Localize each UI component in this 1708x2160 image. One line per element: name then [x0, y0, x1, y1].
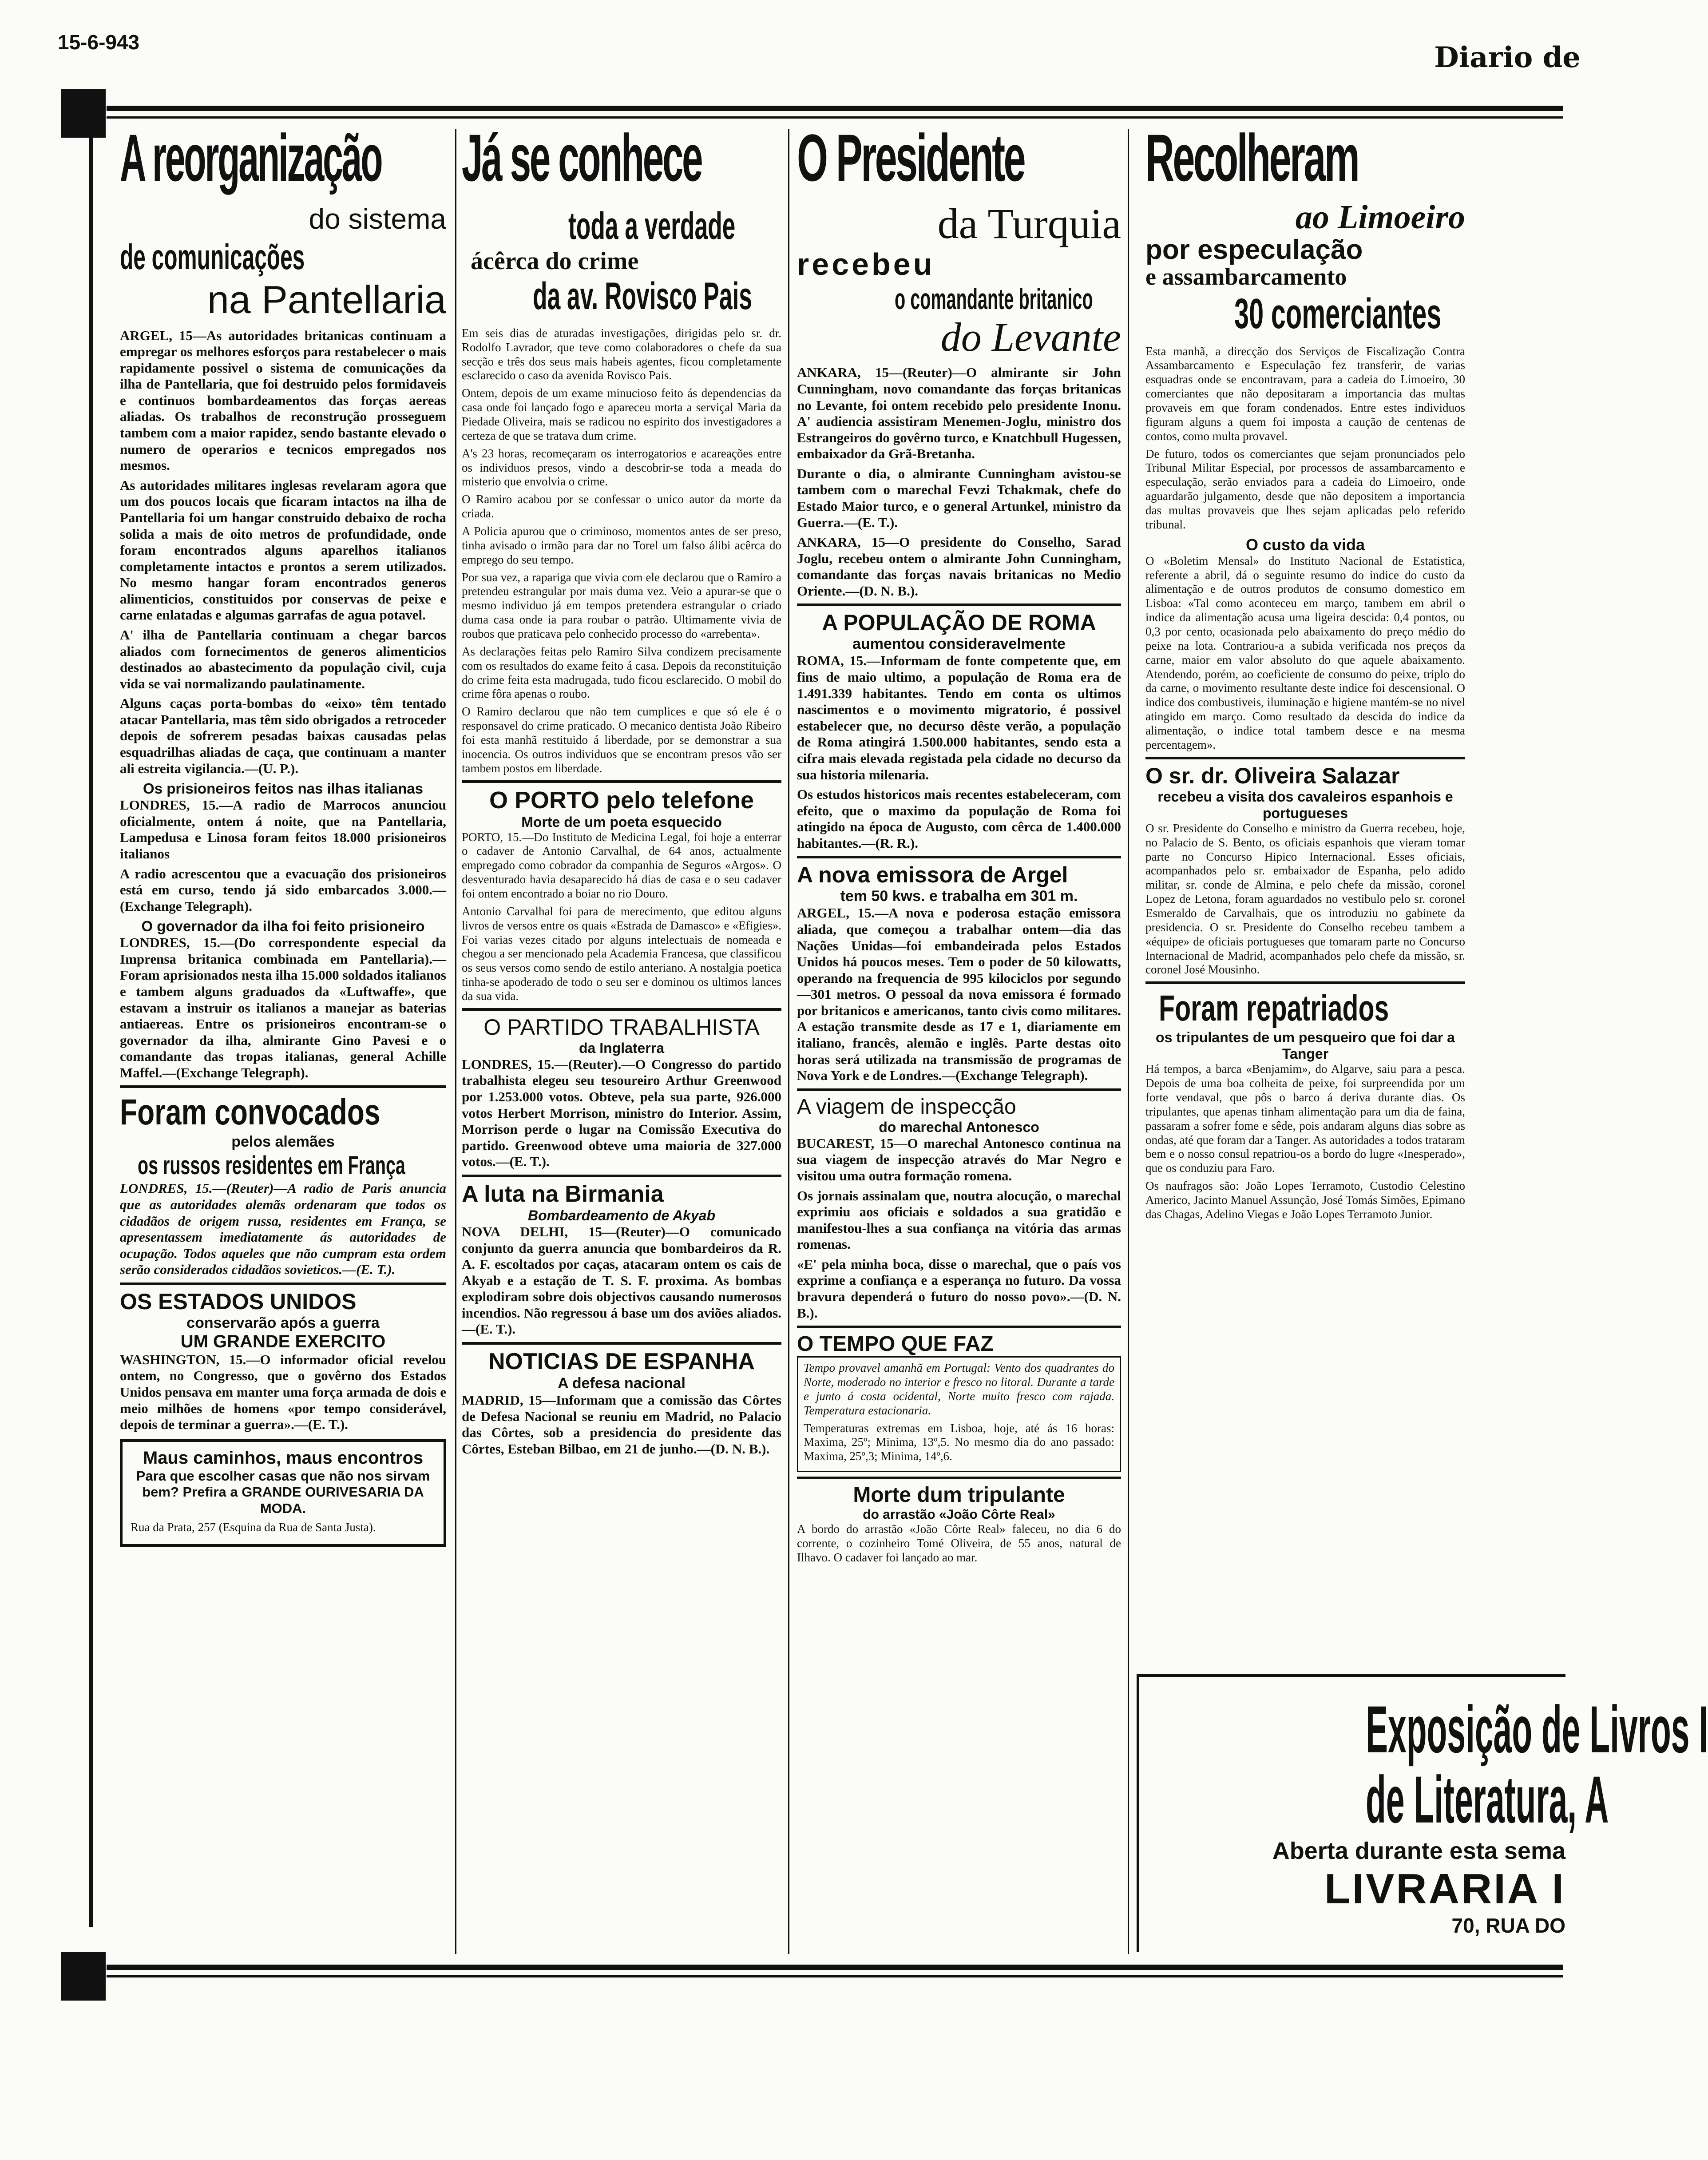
article-paragraph: WASHINGTON, 15.—O informador oficial revelou ontem, no Congresso, que o govêrno dos Estados Unidos pensava em manter uma força armada de dois e meio milhões de homens «por tempo considerável, depois de terminar a guerra».—(E. T.).: [120, 1351, 446, 1433]
article-paragraph: LONDRES, 15.—(Do correspondente especial da Imprensa britanica combinada em Pantellaria).—Foram aprisionados nesta ilha 15.000 soldados italianos e tambem alguns graduados da «Luftwaffe», que estavam a instruir os italianos a manejar as baterias antiaereas. Entre os prisioneiros encontram-se o governador da ilha, almirante Gino Pavesi e o comandante das tropas italianas, general Achille Maffel.—(Exchange Telegraph).: [120, 935, 446, 1080]
section-subheading: tem 50 kws. e trabalha em 301 m.: [840, 888, 1078, 905]
article-paragraph: Os estudos historicos mais recentes estabeleceram, com efeito, que o maximo da população de Roma foi atingido na época de Augusto, com cêrca de 1.400.000 habitantes.—(R. R.).: [797, 786, 1121, 851]
article-paragraph: A's 23 horas, recomeçaram os interrogatorios e acareações entre os individuos presos, vindo a descobrir-se toda a meada do misterio que envolvia o crime.: [462, 446, 781, 488]
article-paragraph: Os jornais assinalam que, noutra alocução, o marechal exprimiu aos oficiais e soldados a sua gratidão e manifestou-lhes a sua confiança na vitória das armas romenas.: [797, 1187, 1121, 1252]
book-exhibition-ad: [1137, 1674, 1708, 1952]
ad-text: Para que escolher casas que não nos sirvam bem? Prefira a GRANDE OURIVESARIA DA MODA.: [136, 1468, 430, 1516]
article-paragraph: ROMA, 15.—Informam de fonte competente que, em fins de maio ultimo, a população de Roma era de 1.491.339 habitantes. Tendo em conta os ultimos nascimentos e o movimento migratorio, é possivel estabelecer que, no decurso dêste verão, a população de Roma atingirá 1.500.000 habitantes, sendo esta a cifra mais elevada registada pela cidade no decurso da sua historia milenaria.: [797, 653, 1121, 782]
section-heading: A viagem de inspecção: [797, 1095, 1016, 1119]
ad-title: Maus caminhos, maus encontros: [143, 1448, 424, 1468]
section-heading: Foram repatriados: [1159, 988, 1389, 1029]
issue-date: 15-6-943: [58, 31, 140, 54]
article-paragraph: Antonio Carvalhal foi para de merecimento, que editou alguns livros de versos entre os quais «Estrada de Damasco» e «Efigies». Foi varias vezes citado por alguns intelectuais de nomeada e chegou a ser mencionado pela Academia Francesa, que classificou os seus versos como sendo de estilo anteriano. A nostalgia poetica tinha-se apoderado de todo o seu ser e dominou os ultimos lances da sua vida.: [462, 904, 781, 1003]
article-paragraph: NOVA DELHI, 15—(Reuter)—O comunicado conjunto da guerra anuncia que bombardeiros da R. A. F. escoltados por caças, atacaram ontem os cais de Akyab e a estação de T. S. F. proxima. As bombas explodiram sobre dois objectivos causando numerosos incendios. Não regressou á base um dos aviões aliados.—(E. T.).: [462, 1223, 781, 1337]
article-paragraph: ANKARA, 15—(Reuter)—O almirante sir John Cunningham, novo comandante das forças britanicas no Levante, foi ontem recebido pelo presidente Inonu. A' audiencia assistiram Menemen-Joglu, ministro dos Estrangeiros do govêrno turco, e Knatchbull Hugessen, embaixador da Grã-Bretanha.: [797, 365, 1121, 462]
article-paragraph: O Ramiro declarou que não tem cumplices e que só ele é o responsavel do crime praticado. O mecanico dentista João Ribeiro foi esta manhã restituido á liberdade, por se demonstrar a sua inocencia. Os outros individuos que se encontram presos vão ser tambem postos em liberdade.: [462, 705, 781, 775]
subheadline: de comunicações: [120, 237, 305, 277]
article-paragraph: «E' pela minha boca, disse o marechal, que o país vos exprime a confiança e a esperança no futuro. Da vossa bravura dependerá o futuro do nosso povo».—(D. N. B.).: [797, 1256, 1121, 1321]
ad-inner: [1166, 1692, 1708, 1938]
article-paragraph: As declarações feitas pelo Ramiro Silva condizem precisamente com os resultados do exame feito á casa. Depois da reconstituição do crime feita esta madrugada, tudo ficou esclarecido. O mobil do crime fôra apenas o roubo.: [462, 644, 781, 701]
subheadline: e assambarcamento: [1145, 263, 1347, 290]
article-paragraph: Os naufragos são: João Lopes Terramoto, Custodio Celestino Americo, Jacinto Manuel Assunção, José Tomás Simões, Epimano das Chagas, Adelino Viegas e João Lopes Terramoto Junior.: [1145, 1179, 1465, 1221]
masthead: Diario de: [1434, 41, 1581, 74]
section-heading: NOTICIAS DE ESPANHA: [488, 1348, 755, 1374]
section-heading: Os prisioneiros feitos nas ilhas italianas: [143, 780, 423, 797]
weather-temperatures: Temperaturas extremas em Lisboa, hoje, até ás 16 horas: Maxima, 25º; Minima, 13º,5. No mesmo dia do ano passado: Maxima, 25º,3; Minima, 14º,6.: [804, 1421, 1114, 1463]
divider: [797, 1088, 1121, 1091]
article-paragraph: ARGEL, 15—As autoridades britanicas continuam a empregar os melhores esforços para restabelecer o mais rapidamente possivel o sistema de comunicações da ilha de Pantellaria, que foi destruido pelos formidaveis e continuos bombardeamentos das forças aereas aliadas. Os trabalhos de reconstrução prosseguem tambem com a maior rapidez, sendo bastante elevado o numero de operarios e tecnicos empregados nos mesmos.: [120, 327, 446, 473]
article-paragraph: Ontem, depois de um exame minucioso feito ás dependencias da casa onde foi lançado fogo e apareceu morta a serviçal Maria da Piedade Oliveira, mais se radicou no espirito dos investigadores a certeza de que se tratava dum crime.: [462, 386, 781, 442]
bottom-rule-thick: [107, 1965, 1563, 1970]
section-heading: OS ESTADOS UNIDOS: [120, 1289, 357, 1314]
column-rovisco-pais: [462, 120, 781, 1461]
subheadline: toda a verdade: [568, 205, 736, 247]
subheadline: por especulação: [1145, 234, 1363, 265]
section-subheading: conservarão após a guerra: [186, 1314, 380, 1331]
article-paragraph: O «Boletim Mensal» do Instituto Nacional de Estatistica, referente a abril, dá o seguinte resumo do indice do custo da alimentação e de outros produtos de consumo domestico em Lisboa: «Tal como aconteceu em março, tambem em abril o indice da alimentação acusa uma ligeira descida: 0,4 pontos, ou 0,3 por cento, ocasionada pelo abaixamento do preço médio do peixe na lota. Contrariou-a a subida verificada nos preços da carne, maior em valor absoluto do que aquele abaixamento. Atendendo, porém, ao coeficiente de consumo do peixe, triplo do da carne, o movimento resultante deste indice foi descensional. O indice dos combustiveis, iluminação e higiene mantém-se no nivel atingido em março. Como resultado da descida do indice da alimentação, o indice total tambem desce e na mesma percentagem».: [1145, 554, 1465, 751]
article-paragraph: PORTO, 15.—Do Instituto de Medicina Legal, foi hoje a enterrar o cadaver de Antonio Carvalhal, de 64 anos, actualmente empregado como cobrador da companhia de Seguros «Argos». O desventurado havia desaparecido há dias de casa e o seu cadaver foi ontem encontrado a boiar no rio Douro.: [462, 830, 781, 901]
weather-box: [797, 1356, 1121, 1472]
article-paragraph: LONDRES, 15.—A radio de Marrocos anunciou oficialmente, ontem á noite, que na Pantellaria, Lampedusa e Linosa foram feitos 18.000 prisioneiros italianos: [120, 797, 446, 862]
article-paragraph: Alguns caças porta-bombas do «eixo» têm tentado atacar Pantellaria, mas têm sido obrigados a retroceder depois de sofrerem pesadas baixas causadas pelas esquadrilhas aliadas de caça, que continuam a manter ali estreita vigilancia.—(U. P.).: [120, 695, 446, 776]
section-heading: O governador da ilha foi feito prisioneiro: [141, 918, 425, 935]
subheadline: do sistema: [309, 203, 446, 235]
ad-headline: de Literatura, A: [1366, 1762, 1609, 1837]
section-subheading: Bombardeamento de Akyab: [527, 1207, 716, 1223]
top-rule-thin: [107, 116, 1563, 119]
section-subheading: pelos alemães: [231, 1133, 335, 1151]
subheadline: 30 comerciantes: [1234, 290, 1442, 338]
divider: [120, 1085, 446, 1088]
divider: [797, 604, 1121, 606]
article-paragraph: Em seis dias de aturadas investigações, dirigidas pelo sr. dr. Rodolfo Lavrador, que teve como colaboradores o chefe da sua secção e três dos seus mais habeis agentes, ficou completamente esclarecido o caso da avenida Rovisco Pais.: [462, 326, 781, 382]
section-subheading: recebeu a visita dos cavaleiros espanhois e portugueses: [1157, 788, 1453, 821]
divider: [462, 780, 781, 783]
article-paragraph: A' ilha de Pantellaria continuam a chegar barcos aliados com fornecimentos de generos alimenticios destinados ao abastecimento da população civil, cuja vida se vai normalizando paulatinamente.: [120, 627, 446, 691]
article-paragraph: ARGEL, 15.—A nova e poderosa estação emissora aliada, que começou a trabalhar ontem—dia das Nações Unidas—foi embandeirada pelos Estados Unidos há poucos meses. Tem o poder de 50 kilowatts, operando na frequencia de 995 kilociclos por segundo—301 metros. O pessoal da nova emissora é formado por britanicos e americanos, tanto civis como militares. A estação transmite desde as 17 e 1, diariamente em italiano, francês, alemão e inglês. Parte destas oito horas será utilizada na transmissão de programas de Nova York e de Londres.—(Exchange Telegraph).: [797, 905, 1121, 1084]
col-divider-1: [455, 129, 456, 1954]
subheadline: ao Limoeiro: [1295, 199, 1465, 236]
article-paragraph: A Policia apurou que o criminoso, momentos antes de ser preso, tinha avisado o irmão para dar no Torel um falso álibi acêrca do emprego do seu tempo.: [462, 524, 781, 566]
section-heading: O PORTO pelo telefone: [489, 786, 754, 814]
divider: [1145, 757, 1465, 759]
section-heading: O sr. dr. Oliveira Salazar: [1145, 763, 1400, 788]
article-paragraph: O Ramiro acabou por se confessar o unico autor da morte da criada.: [462, 492, 781, 520]
headline: Recolheram: [1145, 120, 1359, 195]
article-paragraph: BUCAREST, 15—O marechal Antonesco continua na sua viagem de inspecção através do Mar Negro e visitou uma outra formação romena.: [797, 1135, 1121, 1183]
section-heading: O TEMPO QUE FAZ: [797, 1332, 994, 1356]
subheadline: da av. Rovisco Pais: [533, 274, 752, 318]
article-paragraph: Esta manhã, a direcção dos Serviços de Fiscalização Contra Assambarcamento e Especulação fez transferir, de varias esquadras onde se encontravam, para a cadeia do Limoeiro, 30 comerciantes que não depositaram a importancia das multas provaveis em que foram condenados. Entre estes individuos figuram alguns a quem foi imposta a caução de centenas de contos, como multa provavel.: [1145, 344, 1465, 443]
headline: O Presidente: [797, 120, 1025, 195]
top-rule-thick: [107, 106, 1563, 111]
article-paragraph: LONDRES, 15.—(Reuter).—O Congresso do partido trabalhista elegeu seu tesoureiro Arthur Greenwood por 1.253.000 votos. Obteve, pela sua parte, 926.000 votos Herbert Morrison, ministro do Interior. Assim, Morrison perde o lugar na Comissão Executiva do partido. Greenwood obteve uma maioria de 327.000 votos.—(E. T.).: [462, 1056, 781, 1170]
section-subheading: Morte de um poeta esquecido: [521, 814, 722, 830]
divider: [462, 1008, 781, 1011]
subheadline: da Turquia: [937, 200, 1121, 247]
section-subheading: A defesa nacional: [558, 1374, 686, 1392]
weather-forecast: Tempo provavel amanhã em Portugal: Vento dos quadrantes do Norte, moderado no interior e fresco no litoral. Durante a tarde e junto á costa ocidental, Norte muito fresco com rajada. Temperatura estacionaria.: [804, 1361, 1114, 1417]
divider: [462, 1342, 781, 1345]
section-subheading: aumentou consideravelmente: [852, 635, 1066, 653]
section-heading: A nova emissora de Argel: [797, 862, 1068, 888]
column-turkey: [797, 120, 1121, 1568]
corner-block-top: [61, 89, 106, 138]
article-paragraph: De futuro, todos os comerciantes que sejam pronunciados pelo Tribunal Militar Especial, por processos de assambarcamento e especulação, serão enviados para a cadeia do Limoeiro, onde aguardarão julgamento, desde que não depositem a importancia das multas provaveis que lhes sejam aplicadas pelo referido tribunal.: [1145, 447, 1465, 531]
divider: [797, 1477, 1121, 1479]
ad-address: Rua da Prata, 257 (Esquina da Rua de Santa Justa).: [131, 1520, 376, 1534]
section-heading: A luta na Birmania: [462, 1181, 664, 1207]
article-paragraph: Por sua vez, a rapariga que vivia com ele declarou que o Ramiro a pretendeu estrangular por mais duma vez. Veio a apurar-se que o mesmo individuo já em tempos pretendera estrangular o criado duma casa onde ia para roubar o patrão. Ultimamente vivia de roubos que praticava pelo conhecido processo do «arrebenta».: [462, 570, 781, 640]
headline: A reorganização: [120, 120, 382, 195]
section-subheading: da Inglaterra: [579, 1040, 665, 1056]
advertisement-box: [120, 1439, 446, 1547]
subheadline: do Levante: [940, 314, 1121, 360]
ad-address: 70, RUA DO: [1451, 1914, 1565, 1937]
section-heading: O custo da vida: [1245, 535, 1365, 554]
section-subheading: UM GRANDE EXERCITO: [180, 1331, 386, 1351]
section-subheading: do marechal Antonesco: [879, 1119, 1039, 1135]
divider: [797, 856, 1121, 858]
divider: [1145, 981, 1465, 984]
bottom-rule-thin: [107, 1975, 1563, 1977]
article-paragraph: A bordo do arrastão «João Côrte Real» faleceu, no dia 6 do corrente, o cozinheiro Tomé Oliveira, de 55 anos, natural de Ilhavo. O cadaver foi lançado ao mar.: [797, 1522, 1121, 1564]
subheadline: recebeu: [797, 246, 935, 282]
section-subheading: os russos residentes em França: [138, 1151, 405, 1180]
left-rule: [89, 133, 93, 1927]
article-paragraph: MADRID, 15—Informam que a comissão das Côrtes de Defesa Nacional se reuniu em Madrid, no Palacio das Côrtes, sob a presidencia do presidente das Côrtes, Esteban Bilbao, em 21 de junho.—(D. N. B.).: [462, 1392, 781, 1457]
ad-store-name: LIVRARIA I: [1324, 1865, 1565, 1913]
column-pantellaria: [120, 120, 446, 1547]
article-paragraph: LONDRES, 15.—(Reuter)—A radio de Paris anuncia que as autoridades alemãs ordenaram que todos os cidadãos de origem russa, residentes em França, se apresentassem imediatamente ás autoridades de ocupação. Todos aqueles que não cumpram esta ordem serão considerados cidadãos sovieticos.—(E. T.).: [120, 1180, 446, 1278]
corner-block-bottom: [61, 1952, 106, 2001]
article-paragraph: As autoridades militares inglesas revelaram agora que um dos poucos locais que ficaram intactos na ilha de Pantellaria foi um hangar construido debaixo de rocha solida a mais de oito metros de profundidade, onde foram encontrados alguns aparelhos italianos completamente intactos e prontos a serem utilizados. No mesmo hangar foram encontrados generos alimenticios, constituidos por conservas de peixe e carne enlatadas e algumas garrafas de agua potavel.: [120, 477, 446, 623]
section-heading: Foram convocados: [120, 1092, 380, 1133]
article-paragraph: ANKARA, 15—O presidente do Conselho, Sarad Joglu, recebeu ontem o almirante John Cunningham, comandante das forças navais britanicas no Medio Oriente.—(D. N. B.).: [797, 534, 1121, 599]
article-paragraph: Durante o dia, o almirante Cunningham avistou-se tambem com o marechal Fevzi Tchakmak, chefe do Estado Maior turco, e o general Artunkel, ministro da Guerra.—(E. T.).: [797, 465, 1121, 530]
ad-subline: Aberta durante esta sema: [1272, 1838, 1565, 1864]
article-paragraph: Há tempos, a barca «Benjamim», do Algarve, saiu para a pesca. Depois de uma boa colheita de peixe, foi surpreendida por um forte vendaval, que pôs o barco á deriva durante dias. Os tripulantes, que apenas tinham alimentação para um dia de faina, passaram a sofrer fome e sêde, pois andaram alguns dias sobre as ondas, até que foram dar a Tanger. As autoridades a todos trataram bem e o nosso consul repatriou-os a bordo do lugre «Inesperado», que os conduziu para Faro.: [1145, 1062, 1465, 1175]
subheadline: na Pantellaria: [207, 278, 446, 322]
divider: [797, 1326, 1121, 1328]
subheadline: o comandante britanico: [895, 282, 1093, 315]
subheadline: ácêrca do crime: [471, 247, 639, 275]
section-subheading: do arrastão «João Côrte Real»: [863, 1507, 1055, 1522]
section-heading: A POPULAÇÃO DE ROMA: [822, 610, 1096, 635]
section-heading: Morte dum tripulante: [853, 1483, 1065, 1507]
ad-headline: Exposição de Livros I: [1366, 1692, 1708, 1767]
column-limoeiro: [1145, 120, 1465, 1225]
article-paragraph: A radio acrescentou que a evacuação dos prisioneiros está em curso, tendo já sido embarcados 3.000.—(Exchange Telegraph).: [120, 866, 446, 914]
section-heading: O PARTIDO TRABALHISTA: [483, 1014, 760, 1040]
col-divider-2: [788, 129, 789, 1954]
headline: Já se conhece: [462, 120, 702, 195]
divider: [120, 1282, 446, 1285]
col-divider-3: [1128, 129, 1129, 1954]
section-subheading: os tripulantes de um pesqueiro que foi dar a Tanger: [1156, 1029, 1455, 1062]
divider: [462, 1175, 781, 1177]
article-paragraph: O sr. Presidente do Conselho e ministro da Guerra recebeu, hoje, no Palacio de S. Bento, os oficiais espanhois que vieram tomar parte no Concurso Hipico Internacional. Esses oficiais, acompanhados pelo sr. embaixador de Espanha, pelo adido militar, sr. conde de Almina, e pelo chefe da missão, coronel Lopez de Letona, foram aguardados no vestibulo pelo sr. coronel Esmeraldo de Carvalhais, que os introduziu no gabinete da presidencia. O sr. Presidente do Conselho recebeu tambem a «équipe» de oficiais portugueses que tomaram parte no Concurso Internacional de Madrid, acompanhados pelo chefe da missão, sr. coronel José Mousinho.: [1145, 821, 1465, 977]
